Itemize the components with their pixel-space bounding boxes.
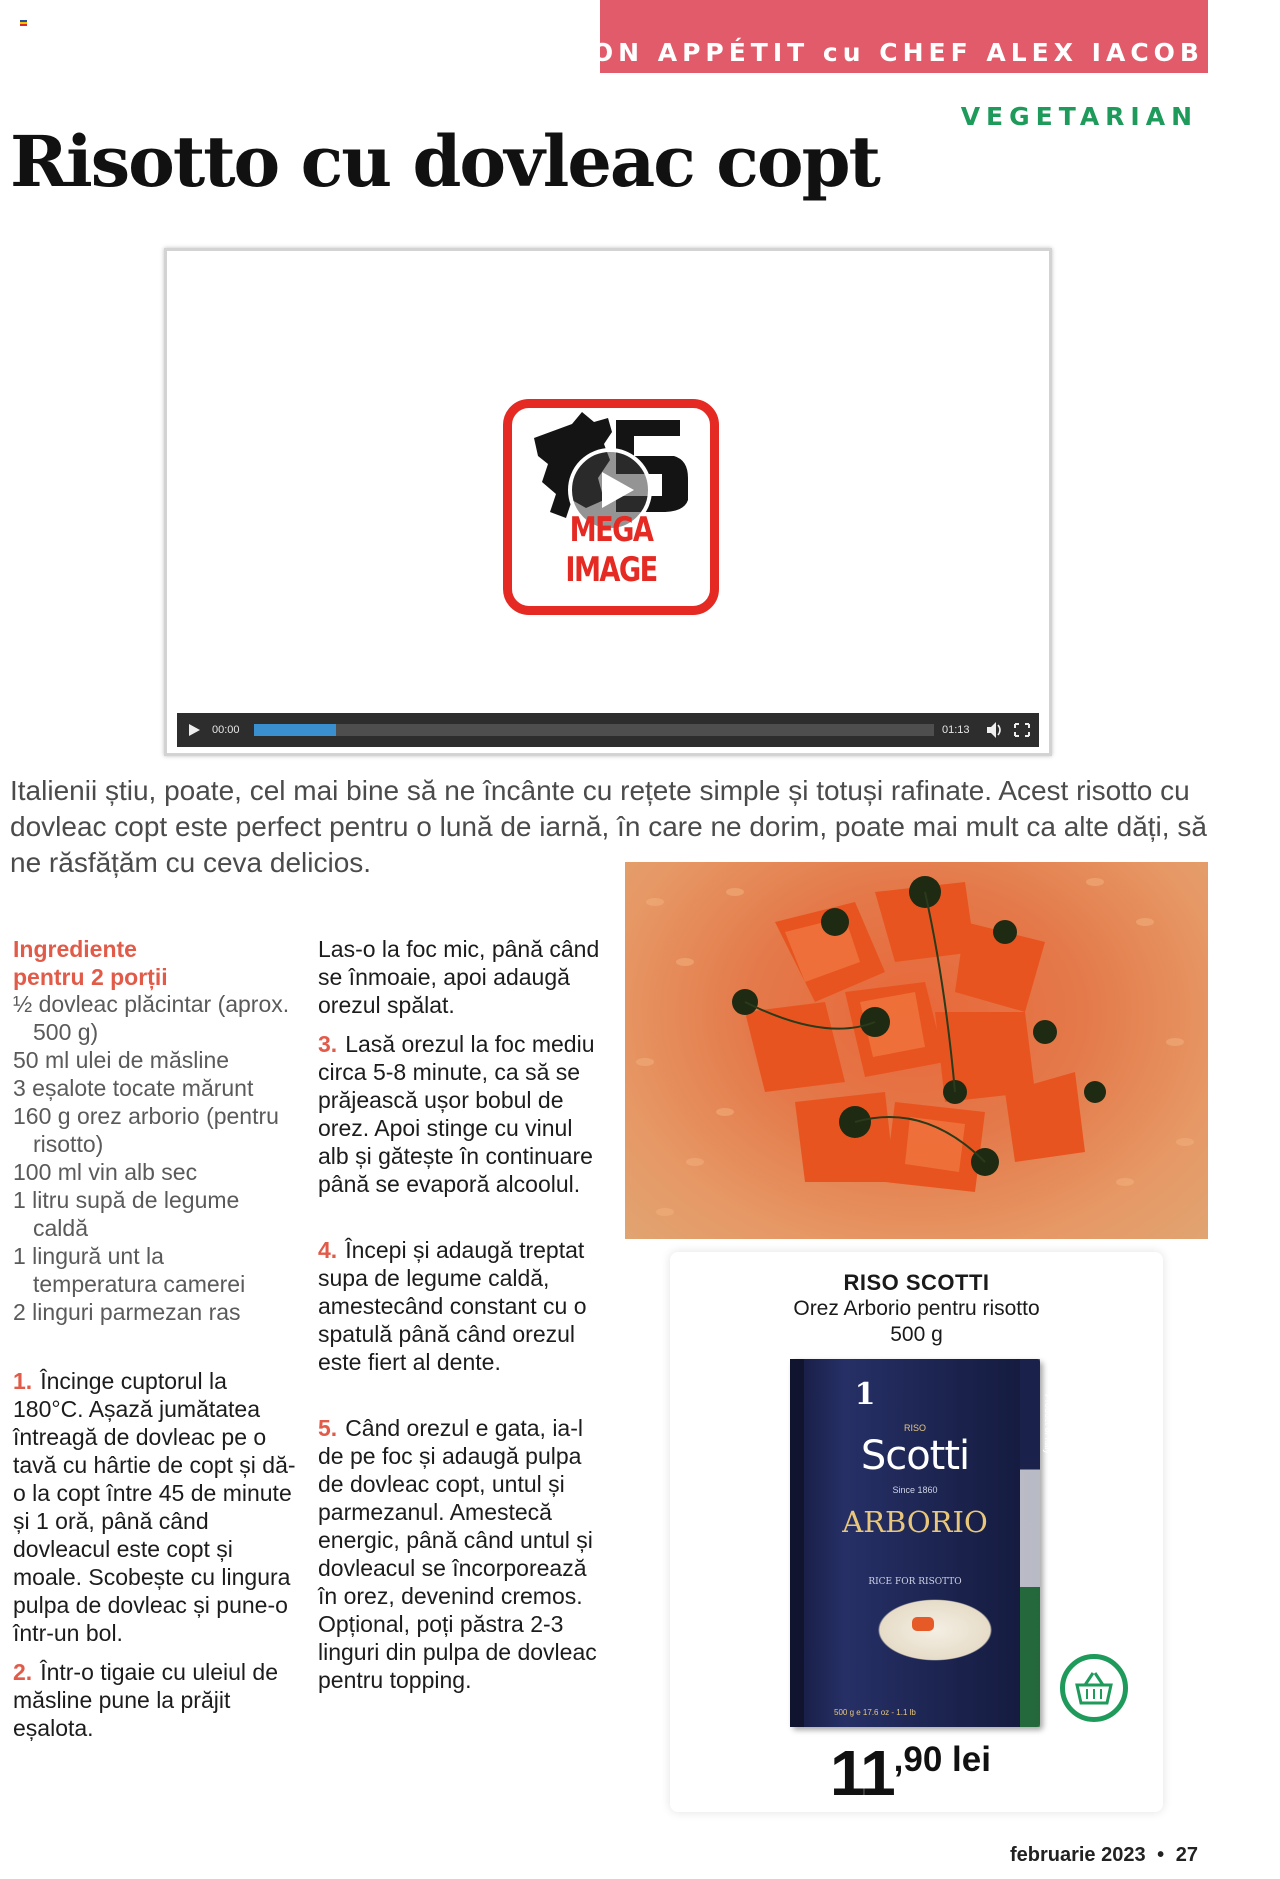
product-package-image bbox=[790, 1359, 1053, 1727]
category-label: VEGETARIAN bbox=[960, 102, 1198, 131]
video-progress-fill bbox=[254, 724, 336, 736]
price-main: 11 bbox=[830, 1737, 894, 1809]
step-number: 2. bbox=[13, 1659, 33, 1685]
package-subtitle: RICE FOR RISOTTO bbox=[868, 1577, 962, 1587]
step-3 bbox=[318, 1030, 608, 1198]
step-5 bbox=[318, 1414, 608, 1694]
list-item: 1 litru supă de legume caldă bbox=[13, 1187, 240, 1241]
package-net-weight: 500 g e 17.6 oz - 1.1 lb bbox=[834, 1708, 916, 1717]
step-text: Când orezul e gata, ia-l de pe foc și adaugă pulpa de dovleac copt, untul și parmezanul. Amestecă energic, până când untul și dovleacul se încorporează în orez, devenind cremos. Opțional, poți păstra 2-3 linguri din pulpa de dovleac pentru topping. bbox=[318, 1415, 597, 1693]
price-decimal: ,90 lei bbox=[893, 1740, 991, 1779]
step-number: 1. bbox=[13, 1368, 33, 1394]
recipe-title: Risotto cu dovleac copt bbox=[10, 120, 879, 203]
step-2 bbox=[13, 1658, 303, 1742]
list-item: 2 linguri parmezan ras bbox=[13, 1299, 241, 1325]
rice-spoon-icon bbox=[870, 1595, 1000, 1665]
product-card[interactable] bbox=[670, 1252, 1163, 1812]
video-control-bar bbox=[177, 713, 1039, 747]
product-weight: 500 g bbox=[890, 1323, 943, 1346]
header-banner bbox=[567, 0, 1208, 73]
step-text: Las-o la foc mic, până când se înmoaie, apoi adaugă orezul spălat. bbox=[318, 936, 600, 1018]
list-item: 3 eșalote tocate mărunt bbox=[13, 1075, 254, 1101]
step-text: Lasă orezul la foc mediu circa 5-8 minute, ca să se prăjească ușor bobul de orez. Apoi stinge cu vinul alb și gătește în continuare până se evaporă alcoolul. bbox=[318, 1031, 595, 1197]
list-item: 160 g orez arborio (pentru risotto) bbox=[13, 1103, 279, 1157]
step-text: Într-o tigaie cu uleiul de măsline pune la prăjit eșalota. bbox=[13, 1659, 278, 1741]
ingredients-list bbox=[13, 990, 293, 1326]
page-number: 27 bbox=[1175, 1844, 1198, 1866]
list-item: 1 lingură unt la temperatura camerei bbox=[13, 1243, 246, 1297]
step-4 bbox=[318, 1236, 608, 1376]
video-seek-bar[interactable] bbox=[254, 724, 934, 736]
header-banner-text: BON APPÉTIT cu CHEF ALEX IACOB bbox=[567, 38, 1204, 67]
package-since: Since 1860 bbox=[892, 1485, 938, 1495]
package-side-text: Product of Italy bbox=[1042, 1393, 1053, 1455]
list-item: 100 ml vin alb sec bbox=[13, 1159, 198, 1185]
product-description-text: Orez Arborio pentru risotto bbox=[793, 1297, 1040, 1320]
list-item: ½ dovleac plăcintar (aprox. 500 g) bbox=[13, 991, 290, 1045]
step-text: Începi și adaugă treptat supa de legume caldă, amestecând constant cu o spatulă până când orezul este fiert al dente. bbox=[318, 1237, 587, 1375]
play-icon[interactable] bbox=[185, 713, 205, 747]
product-description bbox=[670, 1296, 1163, 1348]
issue-date: februarie 2023 bbox=[1009, 1844, 1146, 1866]
step-number: 4. bbox=[318, 1237, 338, 1263]
package-brand: Scotti bbox=[860, 1433, 970, 1479]
step-1 bbox=[13, 1367, 303, 1647]
step-text: Încinge cuptorul la 180°C. Așază jumătatea întreagă de dovleac pe o tavă cu hârtie de copt și dă-o la copt între 45 de minute și 1 oră, până când dovleacul este copt și moale. Scobește cu lingura pulpa de dovleac și pune-o într-un bol. bbox=[13, 1368, 296, 1646]
carrot-garnish-icon bbox=[912, 1617, 934, 1631]
step-2-continued bbox=[318, 935, 608, 1019]
video-player[interactable] bbox=[164, 248, 1052, 756]
logo-text: MEGA IMAGE bbox=[565, 510, 657, 590]
current-time: 00:00 bbox=[212, 724, 240, 736]
language-flag-icon bbox=[20, 20, 27, 26]
package-riso: RISO bbox=[903, 1423, 926, 1433]
page-footer bbox=[1010, 1844, 1198, 1867]
package-variety: ARBORIO bbox=[842, 1505, 988, 1539]
risotto-photo bbox=[625, 862, 1208, 1239]
intro-paragraph: Italienii știu, poate, cel mai bine să ne încânte cu rețete simple și totuși rafinate. Acest risotto cu dovleac copt este perfect pentru o lună de iarnă, în care ne dorim, poate mai mult ca alte dăți, să ne răsfățăm cu ceva delicios. bbox=[10, 775, 1207, 878]
duration: 01:13 bbox=[942, 724, 970, 736]
ingredients-title: Ingrediente pentru 2 porții bbox=[13, 936, 168, 990]
add-to-cart-basket-icon[interactable] bbox=[1060, 1654, 1128, 1722]
volume-icon[interactable] bbox=[985, 713, 1005, 747]
list-item: 50 ml ulei de măsline bbox=[13, 1047, 230, 1073]
product-price bbox=[830, 1736, 991, 1810]
footer-separator: • bbox=[1157, 1844, 1165, 1866]
step-number: 3. bbox=[318, 1031, 338, 1057]
mega-image-logo bbox=[503, 399, 719, 615]
step-number: 5. bbox=[318, 1415, 338, 1441]
award-badge: 1 bbox=[854, 1377, 876, 1412]
product-brand-title: RISO SCOTTI bbox=[843, 1270, 990, 1295]
fullscreen-icon[interactable] bbox=[1013, 713, 1033, 747]
